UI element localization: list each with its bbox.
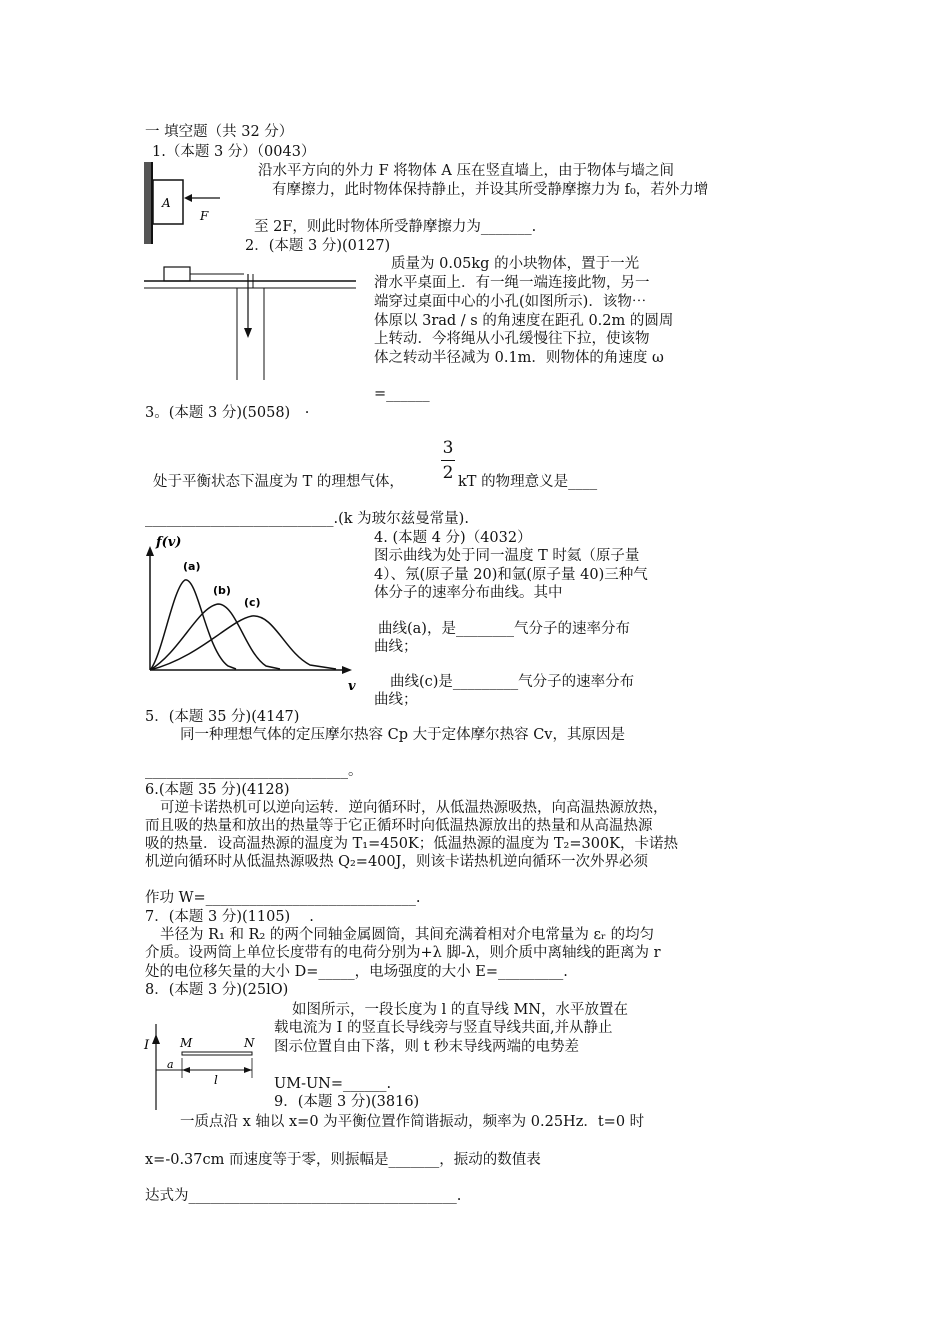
q5-line2: ____________________________。	[145, 763, 363, 779]
q8-header: 8．(本题 3 分)(25lO)	[145, 982, 289, 998]
q5-header: 5．(本题 35 分)(4147)	[145, 709, 300, 725]
q6-line1: 可逆卡诺热机可以逆向运转．逆向循环时，从低温热源吸热，向高温热源放热，	[160, 800, 668, 816]
q4-line6: 曲线(c)是_________气分子的速率分布	[390, 674, 635, 690]
q6-line2: 而且吸的热量和放出的热量等于它正循环时向低温热源放出的热量和从高温热源	[145, 818, 653, 834]
q3-frac-den: 2	[442, 463, 454, 483]
q4-line2: 4）、氖(原子量 20)和氩(原子量 40)三种气	[374, 567, 648, 583]
q6-line3: 吸的热量．设高温热源的温度为 T₁=450K；低温热源的温度为 T₂=300K，卡诺热	[145, 836, 678, 852]
q1-figure-wall-block	[144, 160, 224, 246]
q4-fig-xlabel: v	[348, 679, 356, 694]
q8-figure-wire	[140, 1020, 270, 1112]
q6-line5: 作功 W=_____________________________.	[145, 890, 421, 906]
q1-line3: 至 2F，则此时物体所受静摩擦力为_______.	[254, 219, 537, 235]
q3-fraction	[438, 438, 458, 483]
q1-fig-label-f: F	[200, 209, 209, 223]
q8-line2: 载电流为 I 的竖直长导线旁与竖直导线共面,并从静止	[274, 1020, 613, 1036]
q9-header: 9．(本题 3 分)(3816)	[274, 1094, 420, 1110]
q9-line2: x=-0.37cm 而速度等于零，则振幅是_______，振动的数值表	[145, 1152, 541, 1168]
q4-header: 4. (本题 4 分)（4032）	[374, 530, 532, 546]
q8-fig-label-m: M	[180, 1036, 193, 1050]
q7-header: 7．(本题 3 分)(1105) .	[145, 909, 314, 925]
q3-header: 3。(本题 3 分)(5058) ·	[145, 405, 310, 421]
q2-line5: 上转动．今将绳从小孔缓慢往下拉，使该物	[374, 331, 650, 347]
q3-frac-num: 3	[442, 438, 454, 458]
q6-line4: 机逆向循环时从低温热源吸热 Q₂=400J，则该卡诺热机逆向循环一次外界必须	[145, 854, 648, 870]
q5-line1: 同一种理想气体的定压摩尔热容 Cp 大于定体摩尔热容 Cv，其原因是	[180, 727, 625, 743]
q6-header: 6.(本题 35 分)(4128)	[145, 782, 290, 798]
q1-fig-label-a: A	[162, 196, 171, 210]
q8-line1: 如图所示，一段长度为 l 的直导线 MN，水平放置在	[292, 1002, 628, 1018]
q4-line1: 图示曲线为处于同一温度 T 时氦（原子量	[374, 548, 640, 564]
q4-line5: 曲线；	[374, 639, 418, 655]
q4-fig-ylabel: f(v)	[156, 535, 182, 550]
q1-line1: 沿水平方向的外力 F 将物体 A 压在竖直墙上，由于物体与墙之间	[258, 163, 674, 179]
q9-line3: 达式为_____________________________________.	[145, 1188, 462, 1204]
q8-fig-label-l: l	[214, 1073, 218, 1087]
q4-line3: 体分子的速率分布曲线。其中	[374, 585, 563, 601]
q2-line3: 端穿过桌面中心的小孔(如图所示)．该物⋯	[374, 294, 647, 310]
q4-curve-label-a: (a)	[183, 560, 201, 573]
q2-header: 2．(本题 3 分)(0127)	[245, 238, 391, 254]
q7-line1: 半径为 R₁ 和 R₂ 的两个同轴金属圆筒，其间充满着相对介电常量为 εᵣ 的均匀	[160, 927, 655, 943]
q7-line2: 介质。设两筒上单位长度带有的电荷分别为+λ 脚-λ，则介质中离轴线的距离为 r	[145, 945, 661, 961]
q4-line4: 曲线(a)，是________气分子的速率分布	[378, 621, 630, 637]
q8-fig-label-a: a	[167, 1058, 174, 1071]
q2-line7: =______	[374, 386, 430, 402]
q4-curve-label-b: (b)	[213, 584, 231, 597]
q3-line1a: 处于平衡状态下温度为 T 的理想气体，	[153, 474, 404, 490]
q4-line7: 曲线；	[374, 692, 418, 708]
q3-line1b: kT 的物理意义是____	[458, 474, 598, 490]
q4-curve-label-c: (c)	[244, 596, 261, 609]
q2-line1: 质量为 0.05kg 的小块物体，置于一光	[391, 256, 640, 272]
q9-line1: 一质点沿 x 轴以 x=0 为平衡位置作简谐振动，频率为 0.25Hz．t=0 时	[180, 1114, 645, 1130]
q2-line4: 体原以 3rad / s 的角速度在距孔 0.2m 的圆周	[374, 313, 674, 329]
q2-line6: 体之转动半径减为 0.1m．则物体的角速度 ω	[374, 350, 664, 366]
q4-figure-speed-distribution	[140, 532, 365, 697]
q2-figure-table-hole	[144, 262, 364, 382]
q8-line3: 图示位置自由下落，则 t 秒末导线两端的电势差	[274, 1039, 580, 1055]
q8-fig-label-n: N	[244, 1036, 255, 1050]
q7-line3: 处的电位移矢量的大小 D=_____，电场强度的大小 E=_________.	[145, 964, 568, 980]
q2-line2: 滑水平桌面上．有一绳一端连接此物，另一	[374, 275, 650, 291]
q3-line2: __________________________.(k 为玻尔兹曼常量).	[145, 511, 469, 527]
q8-line4: UM-UN=______.	[274, 1076, 392, 1092]
q1-header: 1.（本题 3 分）（0043）	[152, 144, 316, 160]
q8-fig-label-i: I	[144, 1038, 150, 1053]
q1-line2: 有摩擦力，此时物体保持静止，并设其所受静摩擦力为 f₀，若外力增	[272, 182, 709, 198]
section-title: 一 填空题（共 32 分）	[145, 124, 294, 140]
